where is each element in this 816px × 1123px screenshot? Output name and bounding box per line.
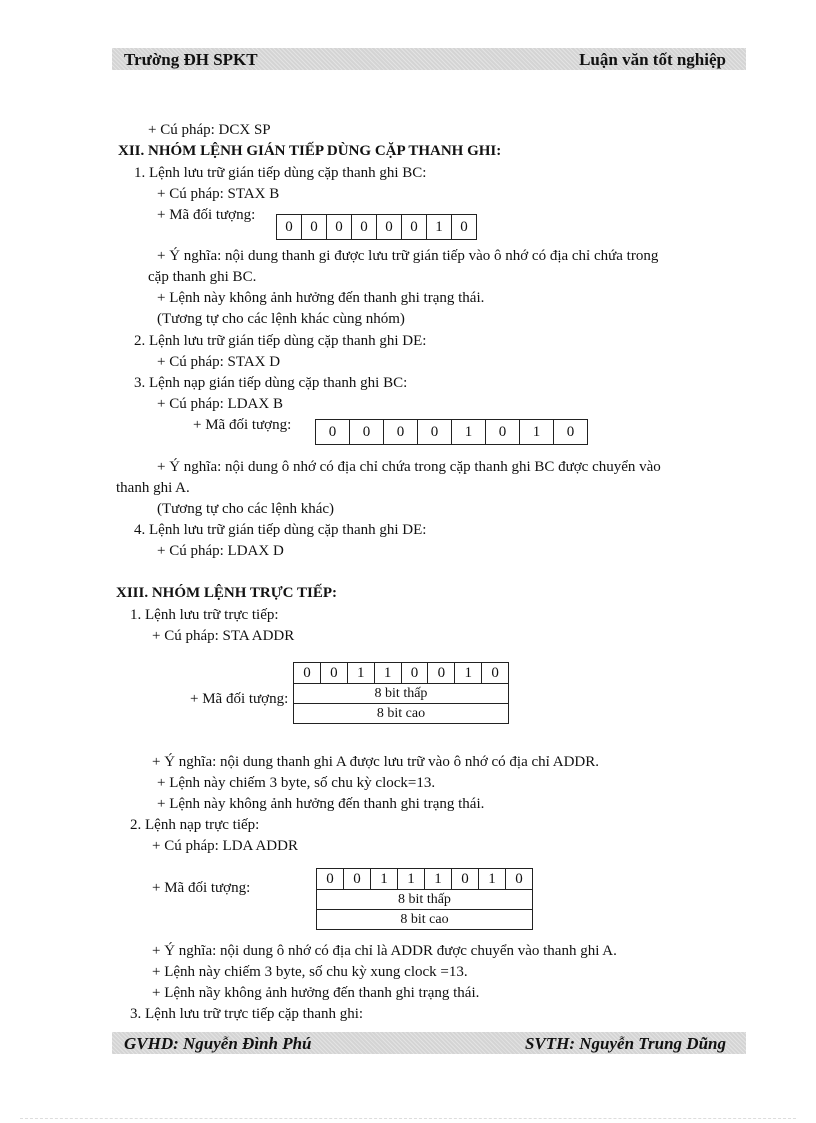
section-xiii-heading: XIII. NHÓM LỆNH TRỰC TIẾP: [116, 585, 338, 601]
header-school: Trường ĐH SPKT [124, 50, 258, 69]
direct-item-2-flags: + Lệnh nầy không ảnh hưởng đến thanh ghi trạng thái. [152, 985, 480, 1001]
bit: 0 [401, 663, 428, 683]
opcode-table-sta [293, 662, 509, 724]
item-2-syntax: + Cú pháp: STAX D [157, 354, 281, 370]
item-2-title: 2. Lệnh lưu trữ gián tiếp dùng cặp thanh ghi DE: [134, 333, 427, 349]
direct-item-2-opcode-label: + Mã đối tượng: [152, 880, 251, 896]
direct-item-1-meaning: + Ý nghĩa: nội dung thanh ghi A được lưu trữ vào ô nhớ có địa chỉ ADDR. [152, 754, 600, 770]
bit: 0 [285, 219, 293, 235]
bit: 1 [370, 869, 397, 889]
item-1-flags: + Lệnh này không ảnh hưởng đến thanh ghi trạng thái. [157, 290, 485, 306]
bit: 0 [451, 215, 476, 239]
item-1-note: (Tương tự cho các lệnh khác cùng nhóm) [157, 311, 405, 327]
direct-item-2-title: 2. Lệnh nạp trực tiếp: [130, 817, 260, 833]
footer-student: SVTH: Nguyễn Trung Dũng [524, 1034, 726, 1053]
bit: 0 [349, 420, 383, 444]
direct-item-1-title: 1. Lệnh lưu trữ trực tiếp: [130, 607, 279, 623]
bit: 0 [326, 215, 351, 239]
high-byte-row: 8 bit cao [376, 706, 426, 721]
opcode-bits-row [317, 869, 532, 890]
bit: 0 [505, 869, 532, 889]
direct-item-1-size: + Lệnh này chiếm 3 byte, số chu kỳ clock=13. [157, 775, 436, 791]
page-footer [112, 1032, 746, 1054]
item-1-meaning: + Ý nghĩa: nội dung thanh gi được lưu trữ gián tiếp vào ô nhớ có địa chỉ chứa trong [157, 248, 659, 264]
item-3-meaning: + Ý nghĩa: nội dung ô nhớ có địa chỉ chứa trong cặp thanh ghi BC được chuyển vào [157, 459, 661, 475]
item-1-meaning-cont: cặp thanh ghi BC. [148, 269, 257, 285]
item-1-title: 1. Lệnh lưu trữ gián tiếp dùng cặp thanh ghi BC: [134, 165, 427, 181]
direct-item-2-meaning: + Ý nghĩa: nội dung ô nhớ có địa chỉ là ADDR được chuyển vào thanh ghi A. [152, 943, 617, 959]
bit: 0 [320, 663, 347, 683]
direct-item-1-syntax: + Cú pháp: STA ADDR [152, 628, 295, 644]
item-4-title: 4. Lệnh lưu trữ gián tiếp dùng cặp thanh ghi DE: [134, 522, 427, 538]
bit: 0 [303, 665, 311, 681]
bit: 0 [376, 215, 401, 239]
bit: 0 [485, 420, 519, 444]
opcode-box-ldax-b [315, 419, 588, 445]
dcx-syntax: + Cú pháp: DCX SP [148, 122, 271, 138]
bit: 1 [397, 869, 424, 889]
page-bottom-divider [20, 1118, 796, 1119]
bit: 0 [451, 869, 478, 889]
item-1-opcode-label: + Mã đối tượng: [157, 207, 256, 223]
bit: 0 [351, 215, 376, 239]
header-doc-type: Luận văn tốt nghiệp [579, 50, 726, 69]
low-byte-row: 8 bit thấp [317, 890, 532, 910]
item-3-opcode-label: + Mã đối tượng: [193, 417, 292, 433]
bit: 0 [343, 869, 370, 889]
item-1-syntax: + Cú pháp: STAX B [157, 186, 280, 202]
bit: 1 [519, 420, 553, 444]
bit: 1 [451, 420, 485, 444]
bit: 1 [426, 215, 451, 239]
page-header [112, 48, 746, 70]
bit: 0 [481, 663, 508, 683]
item-3-syntax: + Cú pháp: LDAX B [157, 396, 283, 412]
bit: 0 [328, 424, 337, 440]
bit: 1 [374, 663, 401, 683]
item-3-meaning-cont: thanh ghi A. [116, 480, 190, 496]
direct-item-2-size: + Lệnh này chiếm 3 byte, số chu kỳ xung clock =13. [152, 964, 468, 980]
bit: 0 [301, 215, 326, 239]
bit: 0 [427, 663, 454, 683]
bit: 1 [424, 869, 451, 889]
bit: 0 [401, 215, 426, 239]
item-3-note: (Tương tự cho các lệnh khác) [157, 501, 335, 517]
opcode-table-lda [316, 868, 533, 930]
direct-item-1-flags: + Lệnh này không ảnh hưởng đến thanh ghi trạng thái. [157, 796, 485, 812]
bit: 0 [417, 420, 451, 444]
direct-item-2-syntax: + Cú pháp: LDA ADDR [152, 838, 298, 854]
bit: 1 [478, 869, 505, 889]
footer-advisor: GVHD: Nguyễn Đình Phú [124, 1034, 312, 1053]
direct-item-3-title: 3. Lệnh lưu trữ trực tiếp cặp thanh ghi: [130, 1006, 364, 1022]
bit: 1 [454, 663, 481, 683]
bit: 1 [347, 663, 374, 683]
bit: 0 [326, 871, 334, 887]
opcode-box-stax-b [276, 214, 477, 240]
item-4-syntax: + Cú pháp: LDAX D [157, 543, 284, 559]
direct-item-1-opcode-label: + Mã đối tượng: [190, 691, 289, 707]
bit: 0 [553, 420, 587, 444]
item-3-title: 3. Lệnh nạp gián tiếp dùng cặp thanh ghi BC: [134, 375, 408, 391]
bit: 0 [383, 420, 417, 444]
high-byte-row: 8 bit cao [400, 912, 449, 927]
opcode-bits-row [294, 663, 508, 684]
low-byte-row: 8 bit thấp [294, 684, 508, 704]
section-xii-heading: XII. NHÓM LỆNH GIÁN TIẾP DÙNG CẶP THANH GHI: [118, 143, 502, 159]
